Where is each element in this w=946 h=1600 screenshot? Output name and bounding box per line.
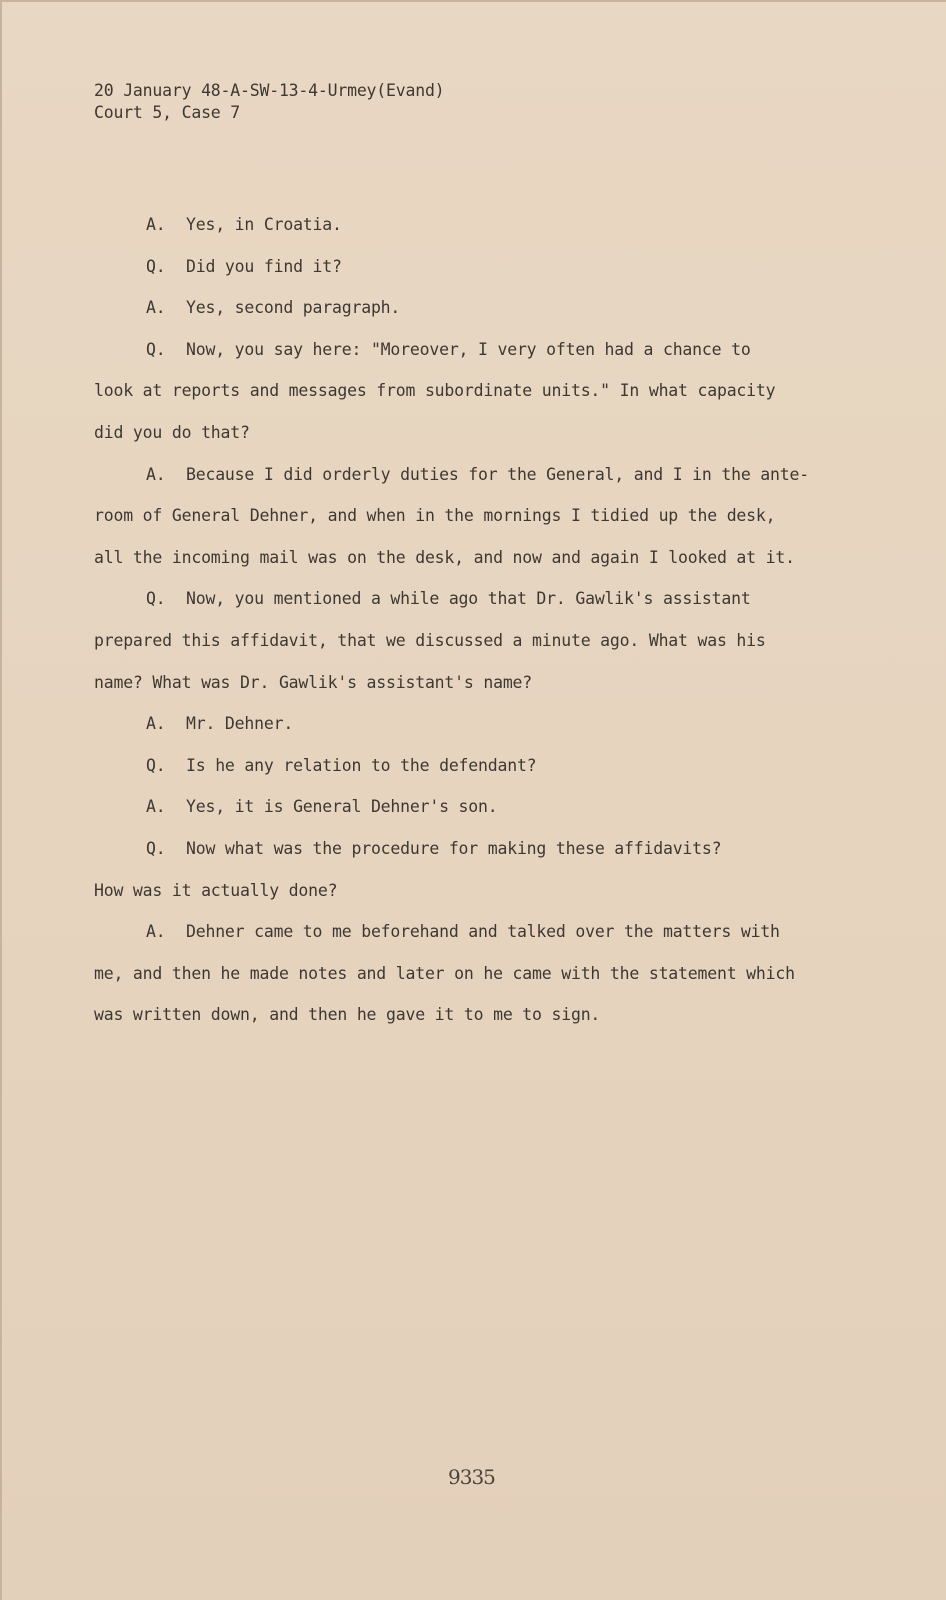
transcript-line [94, 495, 854, 537]
transcript-line [94, 911, 854, 953]
line-text: me, and then he made notes and later on he came with the statement which [94, 963, 795, 983]
speaker-label: Q. [146, 589, 166, 609]
transcript-line [94, 786, 854, 828]
page-number: 9335 [448, 1465, 495, 1489]
line-text: look at reports and messages from subordinate units." In what capacity [94, 381, 776, 401]
speaker-label: A. [146, 298, 166, 318]
line-text: Now, you mentioned a while ago that Dr. Gawlik's assistant [186, 589, 751, 609]
speaker-label: A. [146, 464, 166, 484]
transcript-line [94, 287, 854, 329]
line-text: Yes, it is General Dehner's son. [186, 797, 498, 817]
line-text: Mr. Dehner. [186, 714, 294, 734]
line-text: Now what was the procedure for making these affidavits? [186, 838, 722, 858]
transcript-line [94, 828, 854, 870]
transcript-line [94, 994, 854, 1036]
line-text: prepared this affidavit, that we discussed a minute ago. What was his [94, 630, 766, 650]
speaker-label: A. [146, 215, 166, 234]
line-text: Dehner came to me beforehand and talked over the matters with [186, 922, 780, 942]
transcript-line [94, 870, 854, 912]
speaker-label: A. [146, 714, 166, 734]
transcript-line [94, 578, 854, 620]
transcript-line [94, 454, 854, 496]
transcript-line [94, 953, 854, 995]
line-text: all the incoming mail was on the desk, and now and again I looked at it. [94, 547, 795, 567]
line-text: Yes, second paragraph. [186, 298, 401, 318]
line-text: Now, you say here: "Moreover, I very often had a chance to [186, 339, 751, 359]
transcript-line [94, 246, 854, 288]
line-text: How was it actually done? [94, 880, 338, 900]
line-text: Is he any relation to the defendant? [186, 755, 537, 775]
line-text: Because I did orderly duties for the General, and I in the ante- [186, 464, 809, 484]
transcript-line [94, 370, 854, 412]
transcript-line [94, 537, 854, 579]
line-text: did you do that? [94, 422, 250, 442]
speaker-label: Q. [146, 755, 166, 775]
header-line-1: 20 January 48-A-SW-13-4-Urmey(Evand) [94, 81, 445, 100]
transcript-line [94, 745, 854, 787]
speaker-label: Q. [146, 256, 166, 276]
transcript-line [94, 329, 854, 371]
speaker-label: A. [146, 797, 166, 817]
line-text: Did you find it? [186, 256, 342, 276]
speaker-label: A. [146, 922, 166, 942]
transcript-line [94, 620, 854, 662]
speaker-label: Q. [146, 838, 166, 858]
speaker-label: Q. [146, 339, 166, 359]
transcript-line [94, 703, 854, 745]
line-text: name? What was Dr. Gawlik's assistant's name? [94, 672, 533, 692]
line-text: Yes, in Croatia. [186, 215, 342, 234]
transcript-line [94, 662, 854, 704]
line-text: was written down, and then he gave it to me to sign. [94, 1005, 601, 1025]
document-header [94, 80, 444, 124]
header-line-2: Court 5, Case 7 [94, 103, 241, 122]
transcript-body [94, 204, 854, 1036]
transcript-line [94, 412, 854, 454]
line-text: room of General Dehner, and when in the mornings I tidied up the desk, [94, 506, 776, 526]
transcript-line [94, 204, 854, 246]
